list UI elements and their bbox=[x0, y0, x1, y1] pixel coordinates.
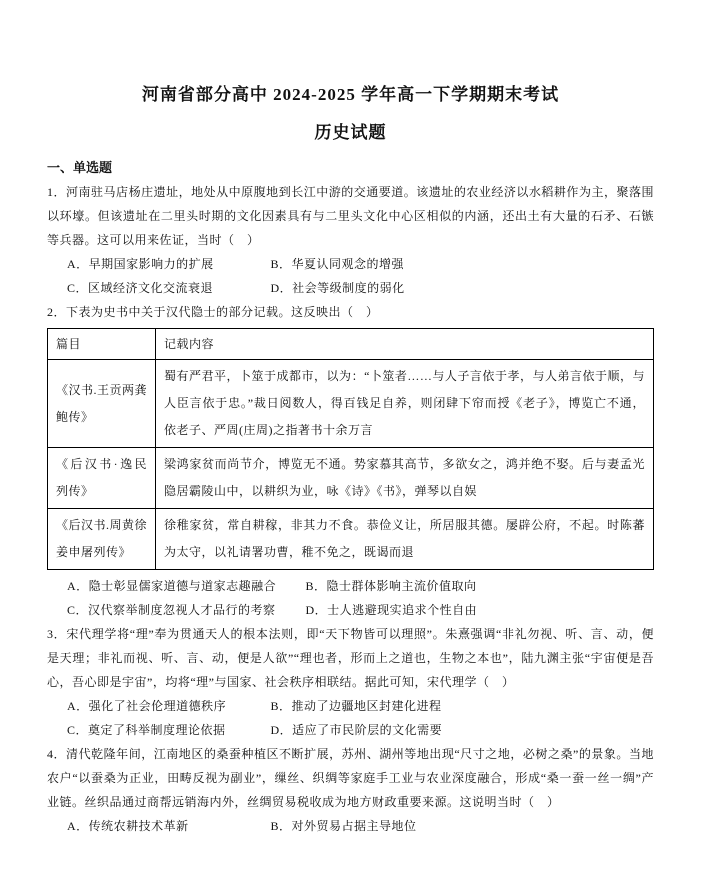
table-row-3-title: 《后汉书.周黄徐姜申屠列传》 bbox=[48, 509, 156, 570]
table-row bbox=[48, 448, 654, 509]
question-1-options-row-1 bbox=[47, 252, 654, 276]
question-3-option-a: A．强化了社会伦理道德秩序 bbox=[67, 699, 227, 713]
table-header-content: 记载内容 bbox=[156, 329, 654, 360]
question-3-option-c: C．奠定了科举制度理论依据 bbox=[67, 723, 226, 737]
question-1-option-c: C．区域经济文化交流衰退 bbox=[67, 281, 214, 295]
question-2-stem: 2．下表为史书中关于汉代隐士的部分记载。这反映出（ ） bbox=[47, 305, 379, 319]
table-row-2-title: 《后汉书·逸民列传》 bbox=[48, 448, 156, 509]
question-2-option-a: A．隐士彰显儒家道德与道家志趣融合 bbox=[67, 579, 277, 593]
question-1-options-row-2 bbox=[47, 276, 654, 300]
question-1-option-a: A．早期国家影响力的扩展 bbox=[67, 257, 214, 271]
table-row-1-content: 蜀有严君平，卜筮于成都市，以为：“卜筮者……与人子言依于孝，与人弟言依于顺，与人臣言依于忠。”裁日阅数人，得百钱足自养，则闭肆下帘而授《老子》，博览亡不通，依老子、严周(庄周)之指著书十余万言 bbox=[156, 360, 654, 448]
section-heading: 一、单选题 bbox=[47, 160, 113, 175]
question-2-table bbox=[47, 328, 654, 570]
question-2-options-row-2 bbox=[47, 598, 654, 622]
table-row bbox=[48, 509, 654, 570]
question-2-option-c: C．汉代察举制度忽视人才品行的考察 bbox=[67, 603, 276, 617]
table-row bbox=[48, 360, 654, 448]
question-3-option-b: B．推动了边疆地区封建化进程 bbox=[270, 699, 442, 713]
question-1-option-d: D．社会等级制度的弱化 bbox=[270, 281, 405, 295]
question-2-option-b: B．隐士群体影响主流价值取向 bbox=[305, 579, 477, 593]
table-row-2-content: 梁鸿家贫而尚节介，博览无不通。势家慕其高节，多欲女之，鸿并绝不娶。后与妻孟光隐居霸陵山中，以耕织为业，咏《诗》《书》，弹琴以自娱 bbox=[156, 448, 654, 509]
page-subtitle: 历史试题 bbox=[314, 123, 387, 142]
table-header-title: 篇目 bbox=[48, 329, 156, 360]
question-4-stem: 4．清代乾隆年间，江南地区的桑蚕种植区不断扩展，苏州、湖州等地出现“尺寸之地，必树之桑”的景象。当地农户“以蚕桑为正业，田畴反视为副业”，缫丝、织绸等家庭手工业与农业深度融合，形成“桑一蚕一丝一绸”产业链。丝织品通过商帮远销海内外，丝绸贸易税收成为地方财政重要来源。这说明当时（ ） bbox=[47, 747, 654, 809]
page-title: 河南省部分高中 2024-2025 学年高一下学期期末考试 bbox=[141, 85, 560, 104]
question-3-option-d: D．适应了市民阶层的文化需要 bbox=[270, 723, 443, 737]
question-3-stem: 3．宋代理学将“理”奉为贯通天人的根本法则，即“天下物皆可以理照”。朱熹强调“非礼勿视、听、言、动，便是天理；非礼而视、听、言、动，便是人欲”“理也者，形而上之道也，生物之本也”，陆九渊主张“宇宙便是吾心，吾心即是宇宙”，均将“理”与国家、社会秩序相联结。据此可知，宋代理学（ ） bbox=[47, 627, 654, 689]
question-1-option-b: B．华夏认同观念的增强 bbox=[270, 257, 405, 271]
question-3-options-row-1 bbox=[47, 694, 654, 718]
table-header-row bbox=[48, 329, 654, 360]
table-row-1-title: 《汉书.王贡两龚鲍传》 bbox=[48, 360, 156, 448]
question-2-option-d: D．士人逃避现实追求个性自由 bbox=[305, 603, 478, 617]
question-2-options-row-1 bbox=[47, 574, 654, 598]
table-row-3-content: 徐稚家贫，常自耕稼，非其力不食。恭俭义让，所居服其德。屡辟公府，不起。时陈蕃为太守，以礼请署功曹，稚不免之，既谒而退 bbox=[156, 509, 654, 570]
question-4-option-b: B．对外贸易占据主导地位 bbox=[270, 819, 417, 833]
question-4-options-row-1 bbox=[47, 814, 654, 838]
question-3-options-row-2 bbox=[47, 718, 654, 742]
question-4-option-a: A．传统农耕技术革新 bbox=[67, 819, 189, 833]
question-1-stem: 1．河南驻马店杨庄遗址，地处从中原腹地到长江中游的交通要道。该遗址的农业经济以水稻耕作为主，聚落围以环壕。但该遗址在二里头时期的文化因素具有与二里头文化中心区相似的内涵，还出土有大量的石矛、石镞等兵器。这可以用来佐证，当时（ ） bbox=[47, 185, 654, 247]
